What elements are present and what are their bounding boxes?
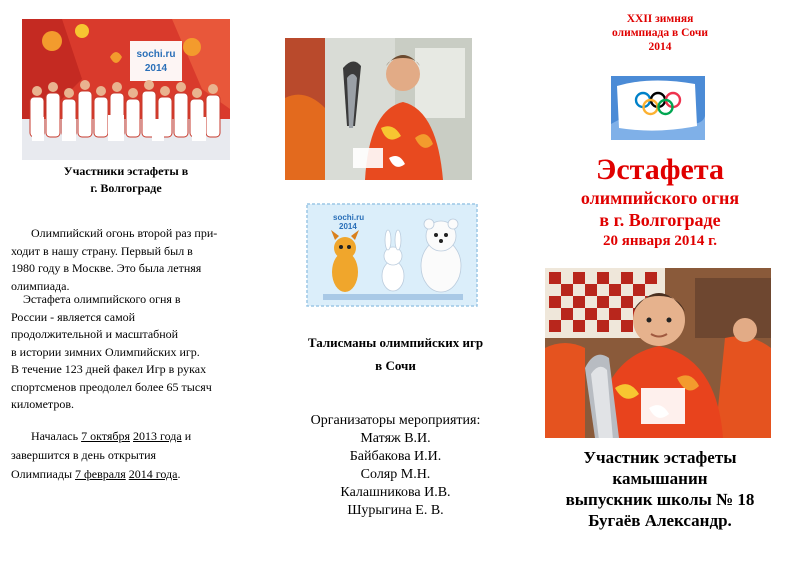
- participant-caption-line: выпускник школы № 18: [565, 490, 755, 509]
- olympiad-title-line: 2014: [648, 41, 672, 53]
- event-title-date: 20 января 2014 г.: [603, 233, 717, 249]
- mascots-caption: [288, 331, 503, 377]
- relay-line: спортсменов преодолел более 65 тысяч: [11, 379, 212, 394]
- mascots-stamp-image: [305, 202, 479, 308]
- intro-line: ходит в нашу страну. Первый был в: [11, 243, 193, 258]
- intro-line: олимпиада.: [11, 278, 70, 293]
- participant-caption: [540, 447, 780, 531]
- olympic-flag-image: [611, 76, 705, 140]
- participant-photo: [545, 268, 771, 438]
- mascots-caption-line: в Сочи: [375, 358, 416, 373]
- relay-line: В течение 123 дней факел Игр в руках: [11, 362, 207, 376]
- olympiad-title-line: олимпиада в Сочи: [612, 27, 708, 39]
- event-title-line: в г. Волгограде: [599, 210, 721, 230]
- event-title-line: олимпийского огня: [580, 188, 740, 208]
- stamp-year-text: 2014: [339, 222, 357, 231]
- stamp-logo-text: sochi.ru: [333, 213, 365, 222]
- banner-logo-text: sochi.ru: [136, 49, 176, 60]
- organizer-name: Байбакова И.И.: [349, 449, 442, 464]
- end-year-link[interactable]: 2014 года: [128, 467, 178, 481]
- relay-participants-photo: [22, 19, 230, 160]
- relay-line: Эстафета олимпийского огня в: [23, 292, 181, 306]
- relay-line: в истории зимних Олимпийских игр.: [11, 344, 200, 359]
- participant-caption-line: камышанин: [612, 469, 708, 488]
- dates-line: завершится в день открытия: [11, 448, 157, 462]
- start-year-link[interactable]: 2013 года: [133, 429, 182, 443]
- relay-line: продолжительной и масштабной: [11, 327, 179, 341]
- dates-line: [11, 465, 243, 484]
- dates-line: [11, 427, 243, 446]
- caption-line: Участники эстафеты в: [63, 164, 189, 178]
- dates-text: .: [177, 467, 181, 481]
- olympiad-title-line: XXII зимняя: [626, 13, 694, 25]
- dates-paragraph: [11, 427, 243, 484]
- dates-text: Началась: [31, 429, 82, 443]
- participant-caption-line: Участник эстафеты: [583, 448, 737, 467]
- relay-line: России - является самой: [11, 309, 136, 324]
- caption-line: г. Волгограде: [90, 181, 162, 195]
- organizer-name: Матяж В.И.: [360, 431, 431, 446]
- relay-participants-caption: [22, 163, 230, 197]
- relay-line: километров.: [11, 397, 74, 411]
- organizer-name: Шурыгина Е. В.: [347, 503, 444, 518]
- relay-paragraph: [11, 291, 243, 414]
- organizers-block: [286, 412, 505, 520]
- olympiad-title: [580, 12, 740, 54]
- dates-text: и: [181, 429, 192, 443]
- organizer-name: Соляр М.Н.: [360, 467, 431, 482]
- banner-year-text: 2014: [144, 63, 168, 74]
- dates-text: Олимпиады: [11, 467, 76, 481]
- organizer-name: Калашникова И.В.: [340, 485, 451, 500]
- start-day-link[interactable]: 7 октября: [81, 429, 130, 443]
- event-title-main: Эстафета: [596, 153, 724, 186]
- end-day-link[interactable]: 7 февраля: [75, 467, 126, 481]
- event-title: [545, 152, 775, 251]
- participant-caption-line: Бугаёв Александр.: [588, 511, 732, 530]
- torchbearer-photo: [285, 38, 472, 180]
- organizers-title: Организаторы мероприятия:: [310, 413, 481, 428]
- intro-line: Олимпийский огонь второй раз при-: [31, 226, 218, 240]
- mascots-caption-line: Талисманы олимпийских игр: [307, 335, 484, 350]
- intro-line: 1980 году в Москве. Это была летняя: [11, 261, 202, 275]
- intro-paragraph: [11, 225, 243, 295]
